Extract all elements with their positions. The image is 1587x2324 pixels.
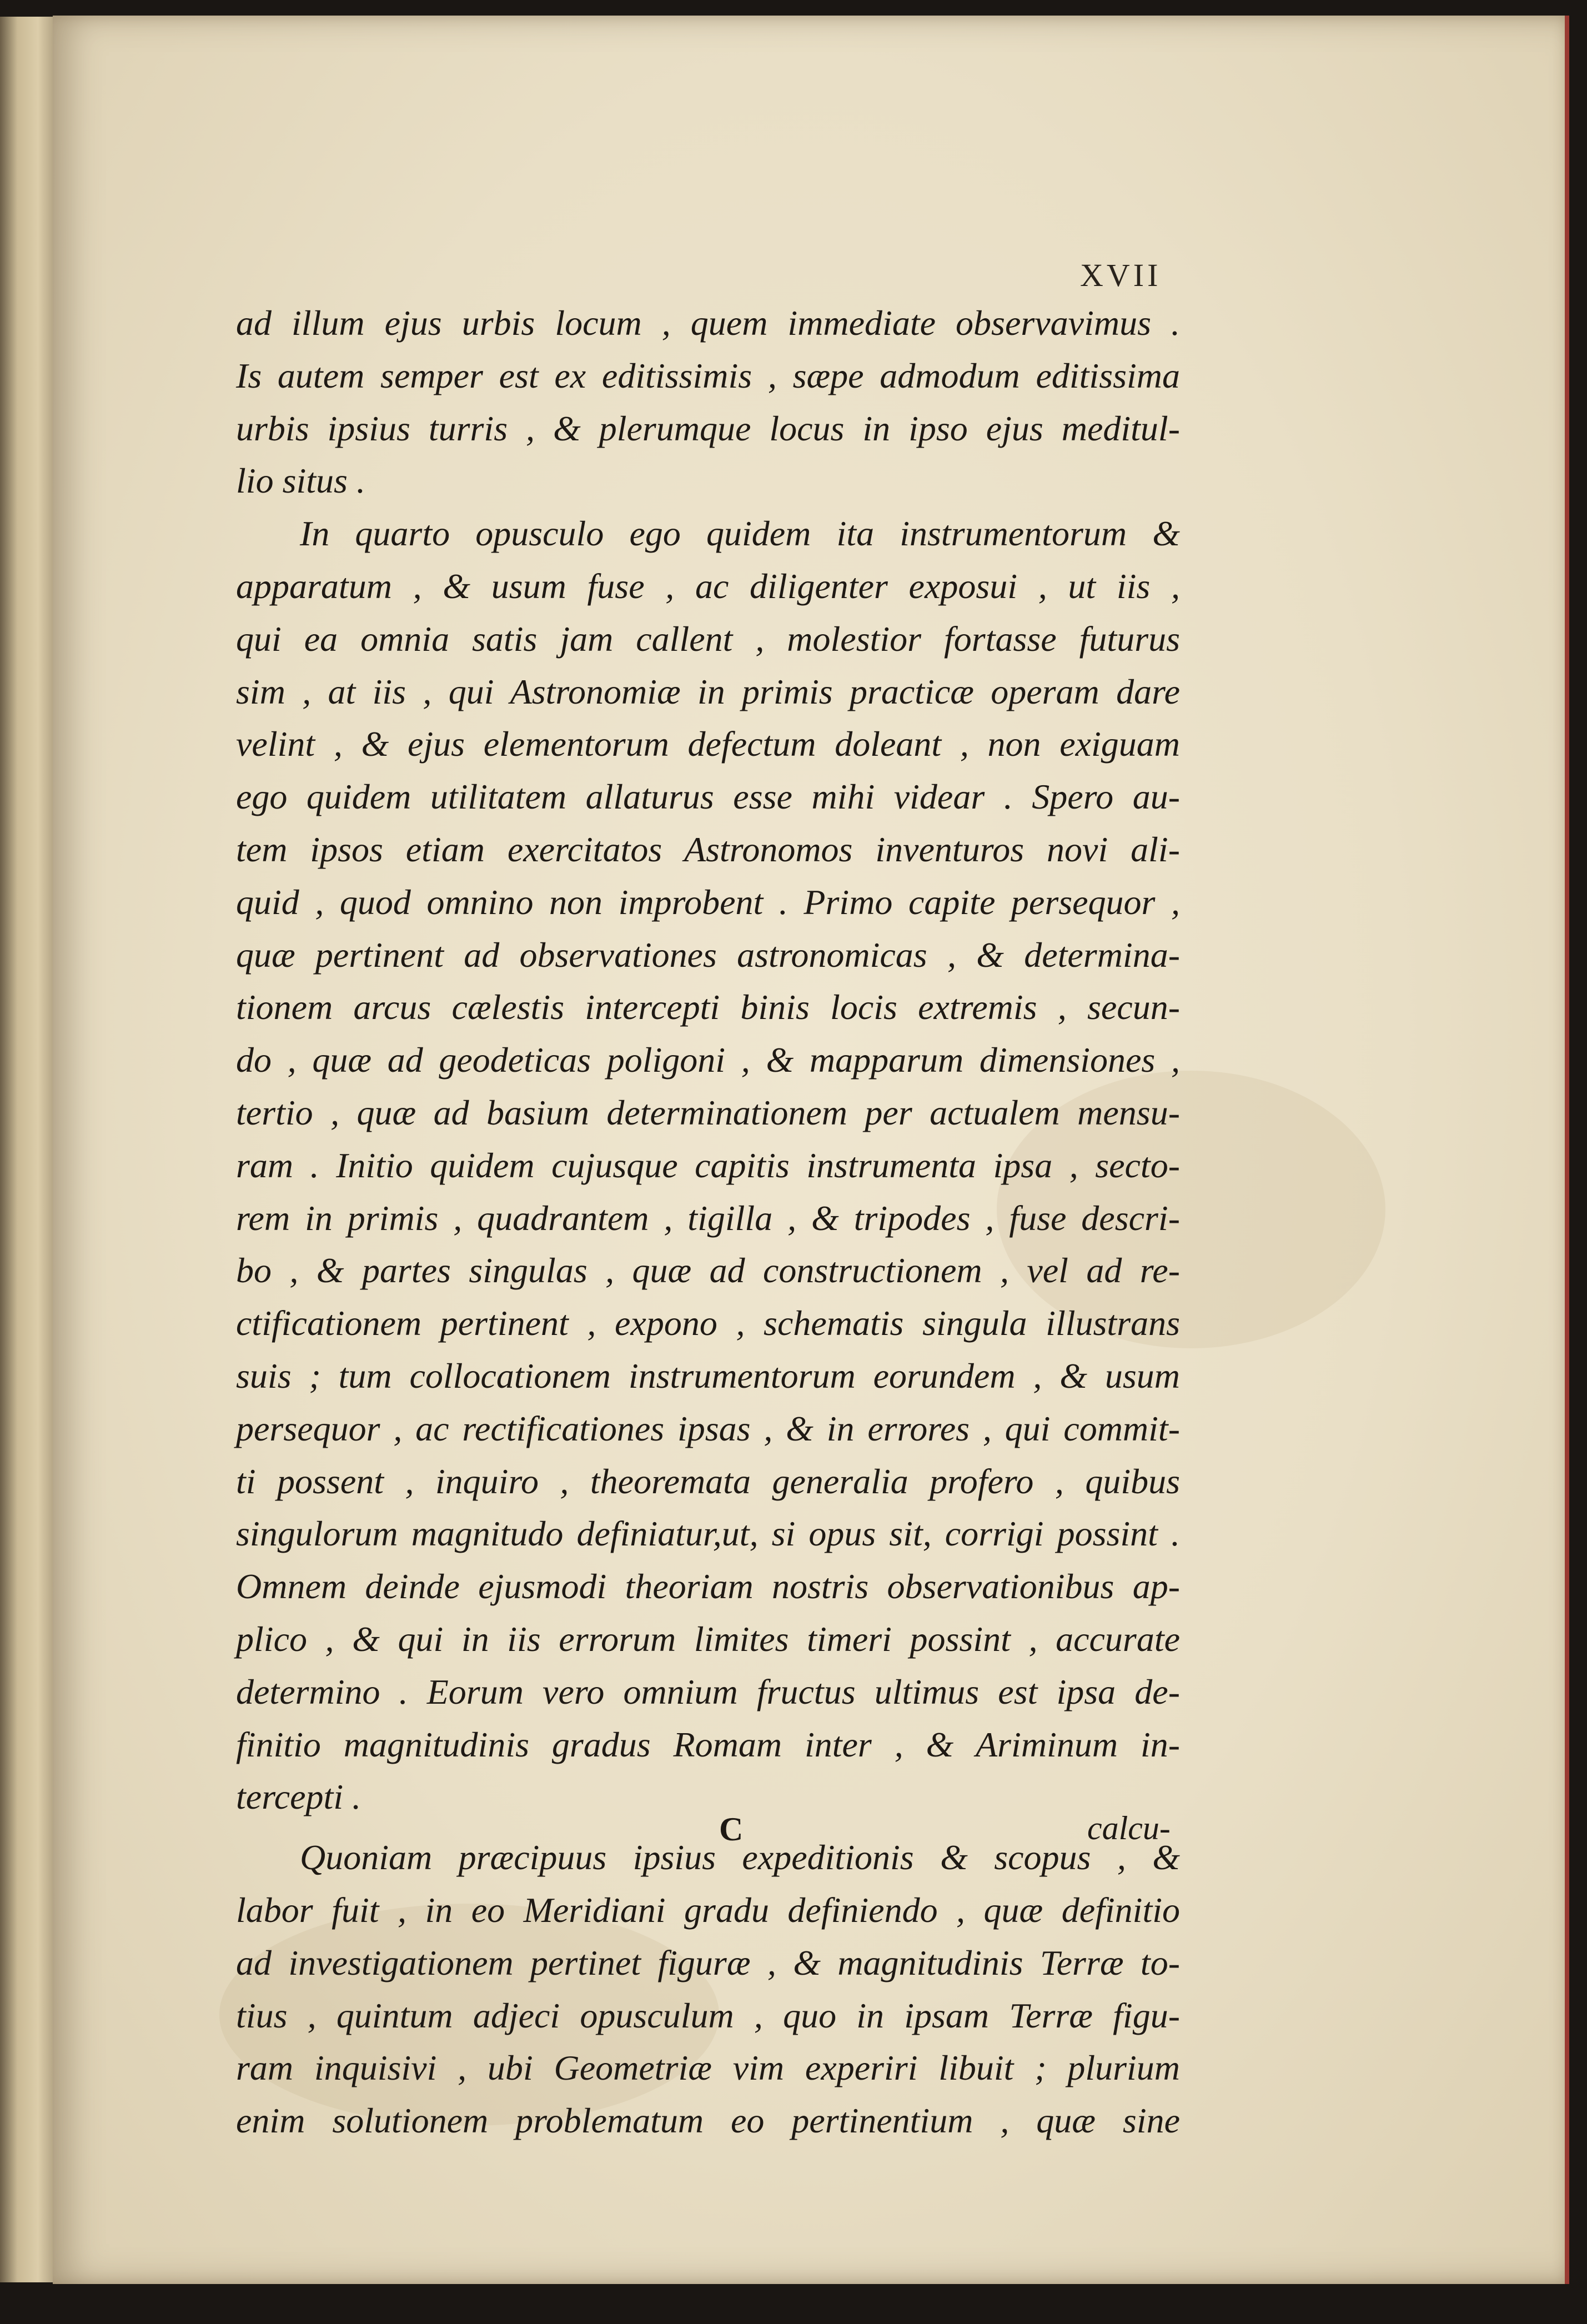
- text-line: ram . Initio quidem cujusque capitis instrumenta ipsa , secto-: [236, 1145, 1180, 1185]
- text-line: ram inquisivi , ubi Geometriæ vim experiri libuit ; plurium: [236, 2048, 1180, 2088]
- text-line: bo , & partes singulas , quæ ad constructionem , vel ad re-: [236, 1251, 1180, 1291]
- text-line: lio situs .: [236, 461, 365, 501]
- text-line: ctificationem pertinent , expono , schematis singula illustrans: [236, 1303, 1180, 1343]
- text-line: quæ pertinent ad observationes astronomicas , & determina-: [236, 935, 1180, 975]
- text-line: ad illum ejus urbis locum , quem immediate observavimus .: [236, 303, 1180, 343]
- text-line: determino . Eorum vero omnium fructus ultimus est ipsa de-: [236, 1672, 1180, 1711]
- adjacent-page-edge: [0, 17, 58, 2282]
- text-line: tercepti .: [236, 1777, 361, 1817]
- signature-mark: C: [719, 1811, 744, 1848]
- text-line: labor fuit , in eo Meridiani gradu definiendo , quæ definitio: [236, 1890, 1180, 1930]
- text-line: velint , & ejus elementorum defectum doleant , non exiguam: [236, 724, 1180, 764]
- text-line: Quoniam præcipuus ipsius expeditionis & scopus , &: [300, 1838, 1180, 1878]
- text-line: tertio , quæ ad basium determinationem per actualem mensu-: [236, 1092, 1180, 1132]
- page-red-edge: [1565, 16, 1569, 2284]
- text-line: ti possent , inquiro , theoremata generalia profero , quibus: [236, 1461, 1180, 1501]
- text-line: Is autem semper est ex editissimis , sæpe admodum editissima: [236, 355, 1180, 395]
- text-line: quid , quod omnino non improbent . Primo capite persequor ,: [236, 882, 1180, 922]
- text-line: enim solutionem problematum eo pertinentium , quæ sine: [236, 2101, 1180, 2141]
- text-line: tem ipsos etiam exercitatos Astronomos inventuros novi ali-: [236, 829, 1180, 869]
- text-line: apparatum , & usum fuse , ac diligenter exposui , ut iis ,: [236, 566, 1180, 606]
- text-line: urbis ipsius turris , & plerumque locus in ipso ejus meditul-: [236, 408, 1180, 448]
- body-text: [236, 297, 1180, 2147]
- page-number: XVII: [1080, 257, 1162, 293]
- text-line: ego quidem utilitatem allaturus esse mihi videar . Spero au-: [236, 777, 1180, 817]
- text-line: tionem arcus cælestis intercepti binis locis extremis , secun-: [236, 987, 1180, 1027]
- text-line: persequor , ac rectificationes ipsas , & in errores , qui commit-: [236, 1408, 1180, 1448]
- text-line: finitio magnitudinis gradus Romam inter , & Ariminum in-: [236, 1724, 1180, 1764]
- text-line: singulorum magnitudo definiatur,ut, si opus sit, corrigi possint .: [236, 1514, 1180, 1554]
- text-line: qui ea omnia satis jam callent , molestior fortasse futurus: [236, 619, 1180, 659]
- text-line: In quarto opusculo ego quidem ita instrumentorum &: [300, 514, 1180, 554]
- text-line: tius , quintum adjeci opusculum , quo in ipsam Terræ figu-: [236, 1995, 1180, 2035]
- text-line: do , quæ ad geodeticas poligoni , & mapparum dimensiones ,: [236, 1040, 1180, 1080]
- text-line: ad investigationem pertinet figuræ , & magnitudinis Terræ to-: [236, 1942, 1180, 1982]
- text-line: rem in primis , quadrantem , tigilla , & tripodes , fuse descri-: [236, 1198, 1180, 1238]
- text-line: Omnem deinde ejusmodi theoriam nostris observationibus ap-: [236, 1567, 1180, 1607]
- text-line: sim , at iis , qui Astronomiæ in primis practicæ operam dare: [236, 671, 1180, 711]
- text-line: suis ; tum collocationem instrumentorum eorundem , & usum: [236, 1356, 1180, 1396]
- catchword: calcu-: [1087, 1810, 1171, 1846]
- text-line: plico , & qui in iis errorum limites timeri possint , accurate: [236, 1619, 1180, 1659]
